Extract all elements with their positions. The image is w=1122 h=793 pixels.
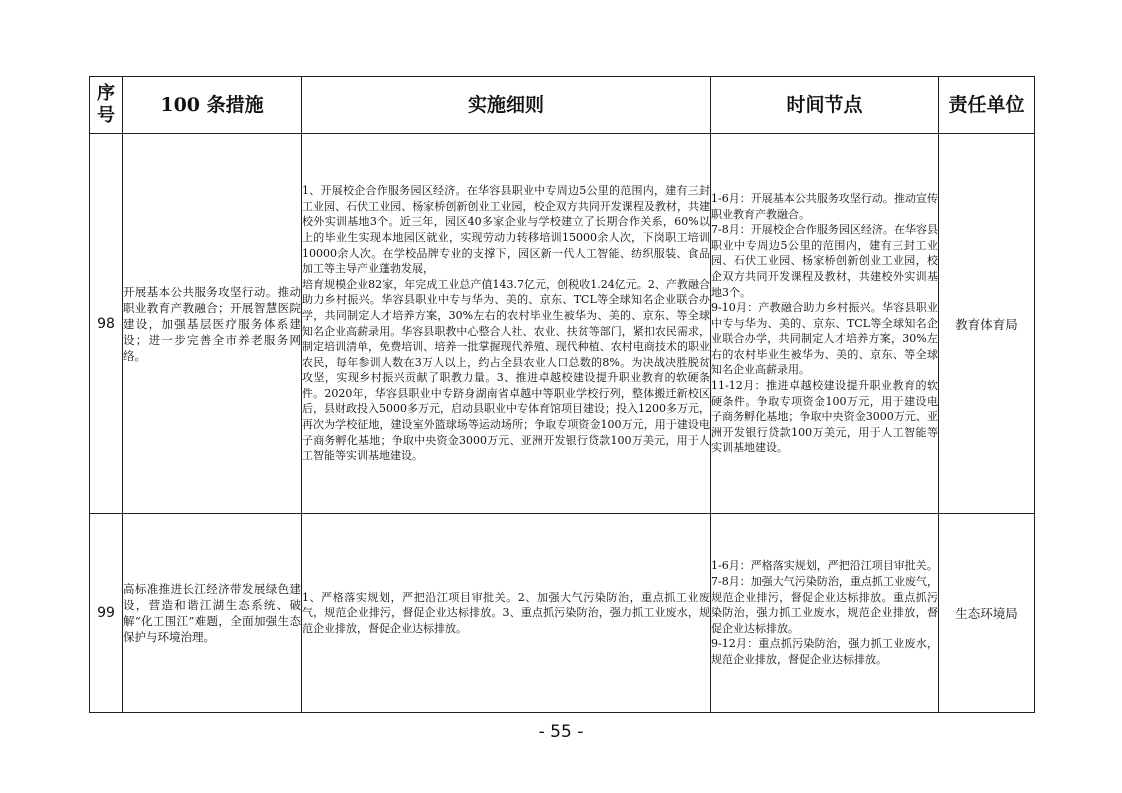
header-measure: 100 条措施	[123, 77, 302, 134]
row-measure	[123, 134, 302, 514]
row-measure	[123, 514, 302, 713]
table-row	[90, 134, 1035, 514]
detail-text: 1、严格落实规划，严把沿江项目审批关。2、加强大气污染防治，重点抓工业废气，规范企业排污，督促企业达标排放。3、重点抓污染防治，强力抓工业废水，规范企业排放，督促企业达标排放。	[302, 590, 710, 635]
table-row	[90, 514, 1035, 713]
row-seq: 98	[90, 134, 123, 514]
header-timeline: 时间节点	[711, 77, 939, 134]
row-detail	[302, 514, 711, 713]
header-row	[90, 77, 1035, 134]
measure-text: 开展基本公共服务攻坚行动。推动职业教育产教融合；开展智慧医院建设，加强基层医疗服务体系建设；进一步完善全市养老服务网络。	[123, 284, 301, 363]
row-detail	[302, 134, 711, 514]
row-unit: 生态环境局	[939, 514, 1035, 713]
header-unit: 责任单位	[939, 77, 1035, 134]
detail-text: 1、开展校企合作服务园区经济。在华容县职业中专周边5公里的范围内，建有三封工业园、石伏工业园、杨家桥创新创业工业园，校企双方共同开发课程及教材，共建校外实训基地3个。近三年，园区40多家企业与学校建立了长期合作关系，60%以上的毕业生实现本地园区就业，实现劳动力转移培训15000余人次，下岗职工培训10000余人次。在学校品牌专业的支撑下，园区新一代人工智能、纺织服装、食品加工等主导产业蓬勃发展， 培育规模企业82家，年完成工业总产值143.7亿元，创税收1.24亿元。2、产教融合助力乡村振兴。华容县职业中专与华为、美的、京东、TCL等全球知名企业联合办学，共同制定人才培养方案，30%左右的农村毕业生被华为、美的、京东、等全球知名企业高薪录用。华容县职教中心整合人社、农业、扶贫等部门，紧扣农民需求，制定培训清单，免费培训、培养一批掌握现代养殖、现代种植、农村电商技术的职业农民，每年参训人数在3万人以上，约占全县农业人口总数的8%。为决战决胜脱贫攻坚，实现乡村振兴贡献了职教力量。3、推进卓越校建设提升职业教育的软硬条件。2020年，华容县职业中专跻身湖南省卓越中等职业学校行列，整体搬迁新校区后，县财政投入5000多万元，启动县职业中专体育馆项目建设；投入1200多万元，再次为学校征地，建设室外篮球场等运动场所；争取专项资金100万元，用于建设电子商务孵化基地；争取中央资金3000万元、亚洲开发银行贷款100万美元，用于人工智能等实训基地建设。	[302, 184, 710, 463]
page-number: - 55 -	[538, 722, 584, 742]
measure-text: 高标准推进长江经济带发展绿色建设，营造和谐江湖生态系统、破解“化工围江”难题，全面加强生态保护与环境治理。	[123, 582, 301, 644]
row-unit: 教育体育局	[939, 134, 1035, 514]
timeline-text: 1-6月：开展基本公共服务攻坚行动。推动宣传职业教育产教融合。 7-8月：开展校企合作服务园区经济。在华容县职业中专周边5公里的范围内，建有三封工业园、石伏工业园、杨家桥创新创业工业园，校企双方共同开发课程及教材，共建校外实训基地3个。 9-10月：产教融合助力乡村振兴。华容县职业中专与华为、美的、京东、TCL等全球知名企业联合办学，共同制定人才培养方案，30%左右的农村毕业生被华为、美的、京东、等全球知名企业高薪录用。 11-12月：推进卓越校建设提升职业教育的软硬条件。争取专项资金100万元，用于建设电子商务孵化基地；争取中央资金3000万元、亚洲开发银行贷款100万美元，用于人工智能等实训基地建设。	[711, 191, 938, 455]
header-detail: 实施细则	[302, 77, 711, 134]
row-timeline	[711, 514, 939, 713]
measures-table	[89, 76, 1035, 713]
timeline-text: 1-6月：严格落实规划，严把沿江项目审批关。 7-8月：加强大气污染防治，重点抓工业废气，规范企业排污，督促企业达标排放。重点抓污染防治，强力抓工业废水，规范企业排放，督促企业达标排放。 9-12月：重点抓污染防治，强力抓工业废水，规范企业排放，督促企业达标排放。	[711, 559, 938, 666]
header-seq: 序号	[90, 77, 123, 134]
row-seq: 99	[90, 514, 123, 713]
row-timeline	[711, 134, 939, 514]
